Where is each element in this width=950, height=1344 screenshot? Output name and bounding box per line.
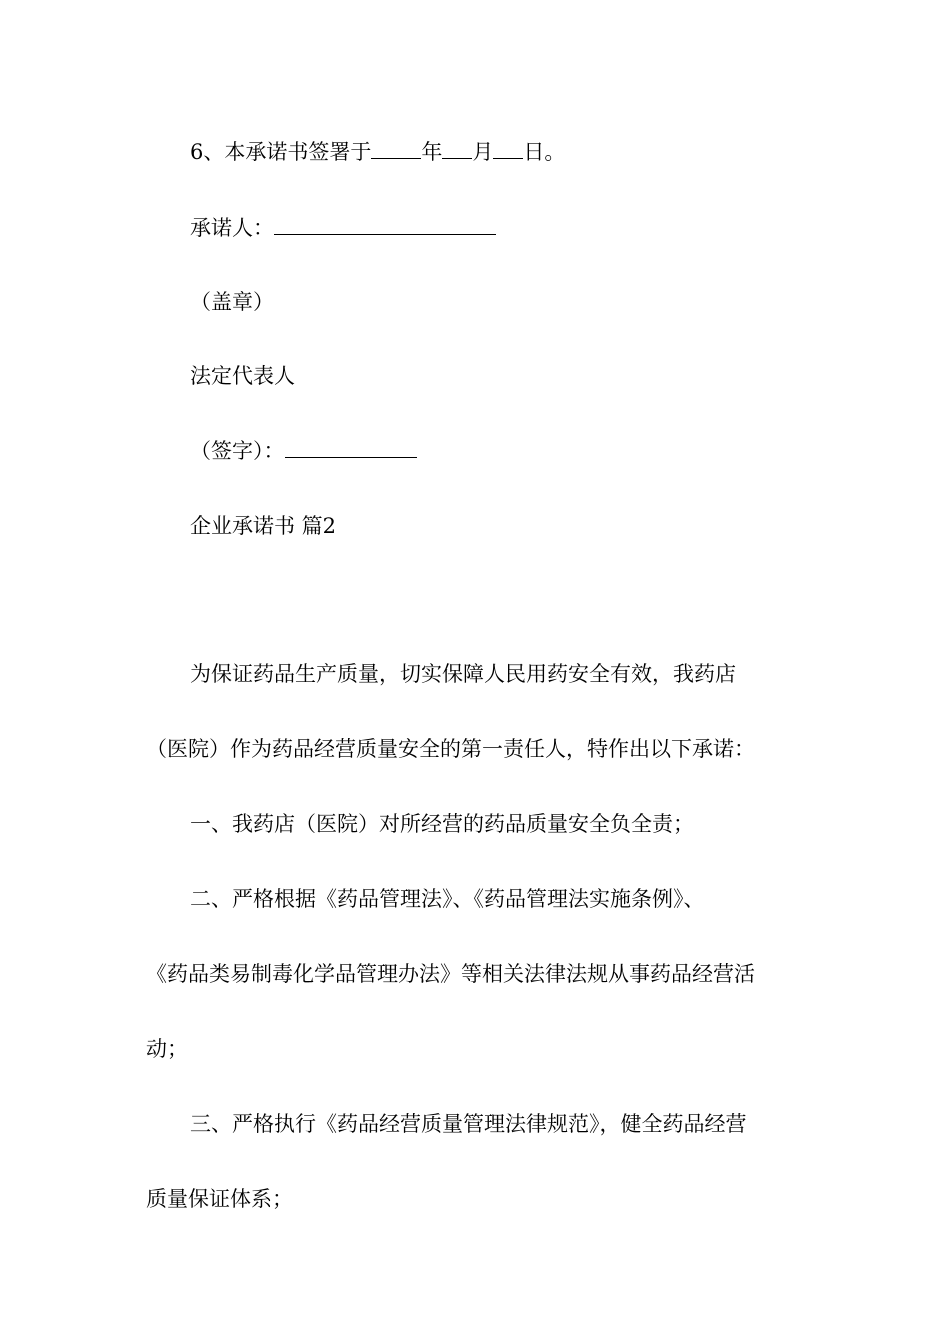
signature-blank	[285, 439, 417, 458]
commitment-item-1: 一、我药店（医院）对所经营的药品质量安全负全责；	[190, 812, 694, 836]
commitment-item-3-line-1: 三、严格执行《药品经营质量管理法律规范》，健全药品经营	[190, 1112, 747, 1136]
clause-6-signing-date	[190, 137, 565, 167]
day-blank	[493, 140, 523, 159]
signature-label: （签字）：	[190, 439, 285, 463]
promisor-label: 承诺人：	[190, 216, 274, 240]
promisor-blank	[274, 216, 496, 235]
seal-note: （盖章）	[190, 290, 274, 314]
clause-6-prefix: 6、本承诺书签署于	[190, 140, 372, 164]
month-blank	[442, 140, 472, 159]
intro-paragraph-line-2: （医院）作为药品经营质量安全的第一责任人，特作出以下承诺：	[146, 737, 755, 761]
commitment-item-3-line-2: 质量保证体系；	[146, 1187, 293, 1211]
commitment-item-2-line-1: 二、严格根据《药品管理法》、《药品管理法实施条例》、	[190, 887, 705, 911]
month-label: 月	[472, 140, 494, 164]
day-label: 日。	[523, 140, 566, 164]
intro-paragraph-line-1: 为保证药品生产质量，切实保障人民用药安全有效，我药店	[190, 662, 736, 686]
year-blank	[371, 140, 421, 159]
signature-line	[190, 436, 417, 466]
legal-representative-label: 法定代表人	[190, 364, 295, 388]
commitment-item-2-line-2: 《药品类易制毒化学品管理办法》等相关法律法规从事药品经营活	[146, 962, 755, 986]
year-label: 年	[421, 140, 443, 164]
commitment-item-2-line-3: 动；	[146, 1037, 188, 1061]
promisor-line	[190, 213, 496, 243]
section-heading: 企业承诺书 篇2	[190, 514, 337, 538]
